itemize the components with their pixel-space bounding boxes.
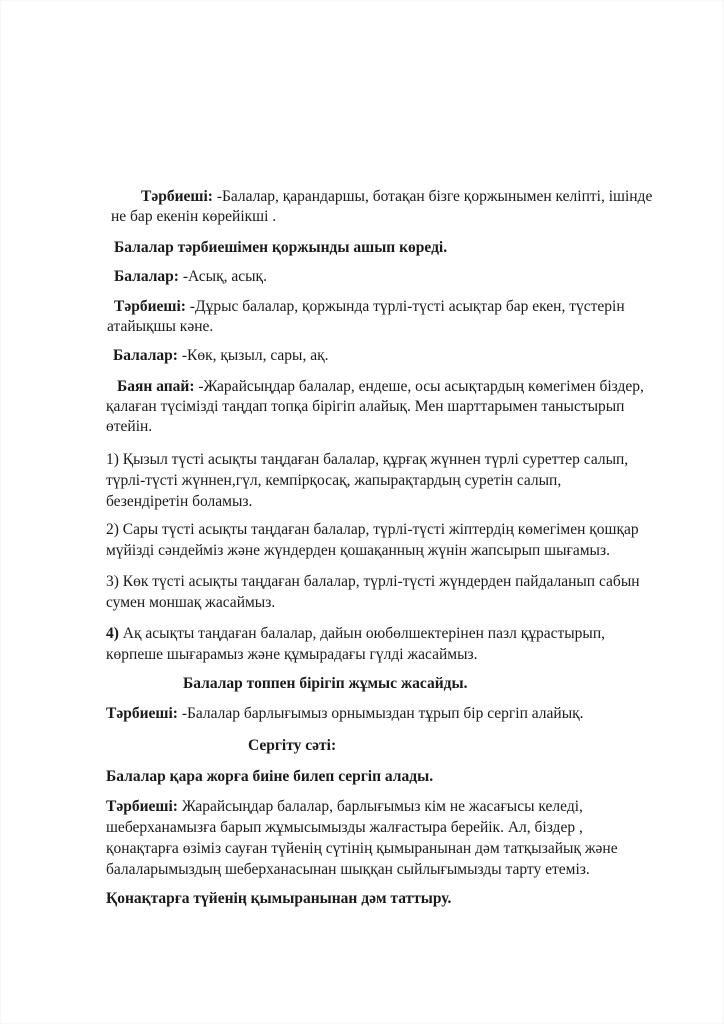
text-line: шеберханамызға барып жұмысымызды жалғастыра берейік. Ал, біздер , — [106, 819, 583, 836]
text-line: мүйізді сәндейміз және жүндерден қошақанның жүнін жапсырып шығамыз. — [106, 542, 610, 559]
text-line: 2) Сары түсті асықты таңдаған балалар, түрлі-түсті жіптердің көмегімен қошқар — [106, 521, 639, 538]
section-heading: Сергіту сәті: — [248, 737, 337, 754]
speaker-label: Баян апай: — [117, 378, 195, 395]
line-text: -Балалар, қарандаршы, ботақан бізге қоржынымен келіпті, ішінде — [216, 188, 653, 205]
text-line: көрпеше шығарамыз және құмырадағы гүлді жасаймыз. — [106, 646, 478, 663]
text-line: өтейін. — [106, 418, 153, 435]
text-line: сумен моншақ жасаймыз. — [106, 594, 276, 611]
speaker-label: Тәрбиеші: — [141, 188, 213, 205]
text-line — [114, 267, 267, 287]
text-line: қалаған түсімізді таңдап топқа бірігіп алайық. Мен шарттарымен таныстырып — [106, 398, 625, 415]
section-heading: Балалар тәрбиешімен қоржынды ашып көреді. — [114, 239, 448, 256]
text-line: балаларымыздың шеберханасынан шыққан сыйлығымызды тарту етеміз. — [106, 861, 590, 878]
text-line — [141, 187, 652, 207]
text-line: не бар екенін көрейікші . — [111, 208, 277, 225]
line-text: -Көк, қызыл, сары, ақ. — [181, 347, 329, 364]
text-line — [114, 297, 625, 317]
text-line — [106, 704, 584, 724]
line-text: -Балалар барлығымыз орнымыздан тұрып бір сергіп алайық. — [181, 705, 584, 722]
text-line: атайықшы кәне. — [107, 318, 214, 335]
section-heading: Қонақтарға түйенің қымыранынан дәм таттыру. — [106, 890, 452, 907]
text-line — [106, 624, 605, 644]
text-line — [117, 377, 644, 397]
list-number: 4) — [106, 625, 119, 642]
text-line: түрлі-түсті жүннен,гүл, кемпірқосақ, жапырақтардың суретін салып, — [106, 472, 562, 489]
speaker-label: Тәрбиеші: — [106, 798, 178, 815]
text-line: безендіретін боламыз. — [106, 493, 253, 510]
speaker-label: Балалар: — [113, 347, 178, 364]
speaker-label: Тәрбиеші: — [114, 298, 186, 315]
text-line — [106, 797, 583, 817]
speaker-label: Тәрбиеші: — [106, 705, 178, 722]
line-text: Жарайсыңдар балалар, барлығымыз кім не жасағысы келеді, — [181, 798, 583, 815]
text-line: 1) Қызыл түсті асықты таңдаған балалар, құрғақ жүннен түрлі суреттер салып, — [106, 451, 629, 468]
section-heading: Балалар топпен бірігіп жұмыс жасайды. — [183, 675, 468, 692]
line-text: -Асық, асық. — [182, 268, 267, 285]
line-text: -Дұрыс балалар, қоржында түрлі-түсті асықтар бар екен, түстерін — [189, 298, 625, 315]
text-line — [113, 346, 328, 366]
text-line: 3) Көк түсті асықты таңдаған балалар, түрлі-түсті жүндерден пайдаланып сабын — [106, 573, 640, 590]
line-text: -Жарайсыңдар балалар, ендеше, осы асықтардың көмегімен біздер, — [198, 378, 644, 395]
text-line: қонақтарға өзіміз сауған түйенің сүтінің қымыранынан дәм татқызайық және — [106, 840, 618, 857]
section-heading: Балалар қара жорға биіне билеп сергіп алады. — [106, 768, 434, 785]
line-text: Ақ асықты таңдаған балалар, дайын оюбөлшектерінен пазл құрастырып, — [122, 625, 605, 642]
speaker-label: Балалар: — [114, 268, 179, 285]
